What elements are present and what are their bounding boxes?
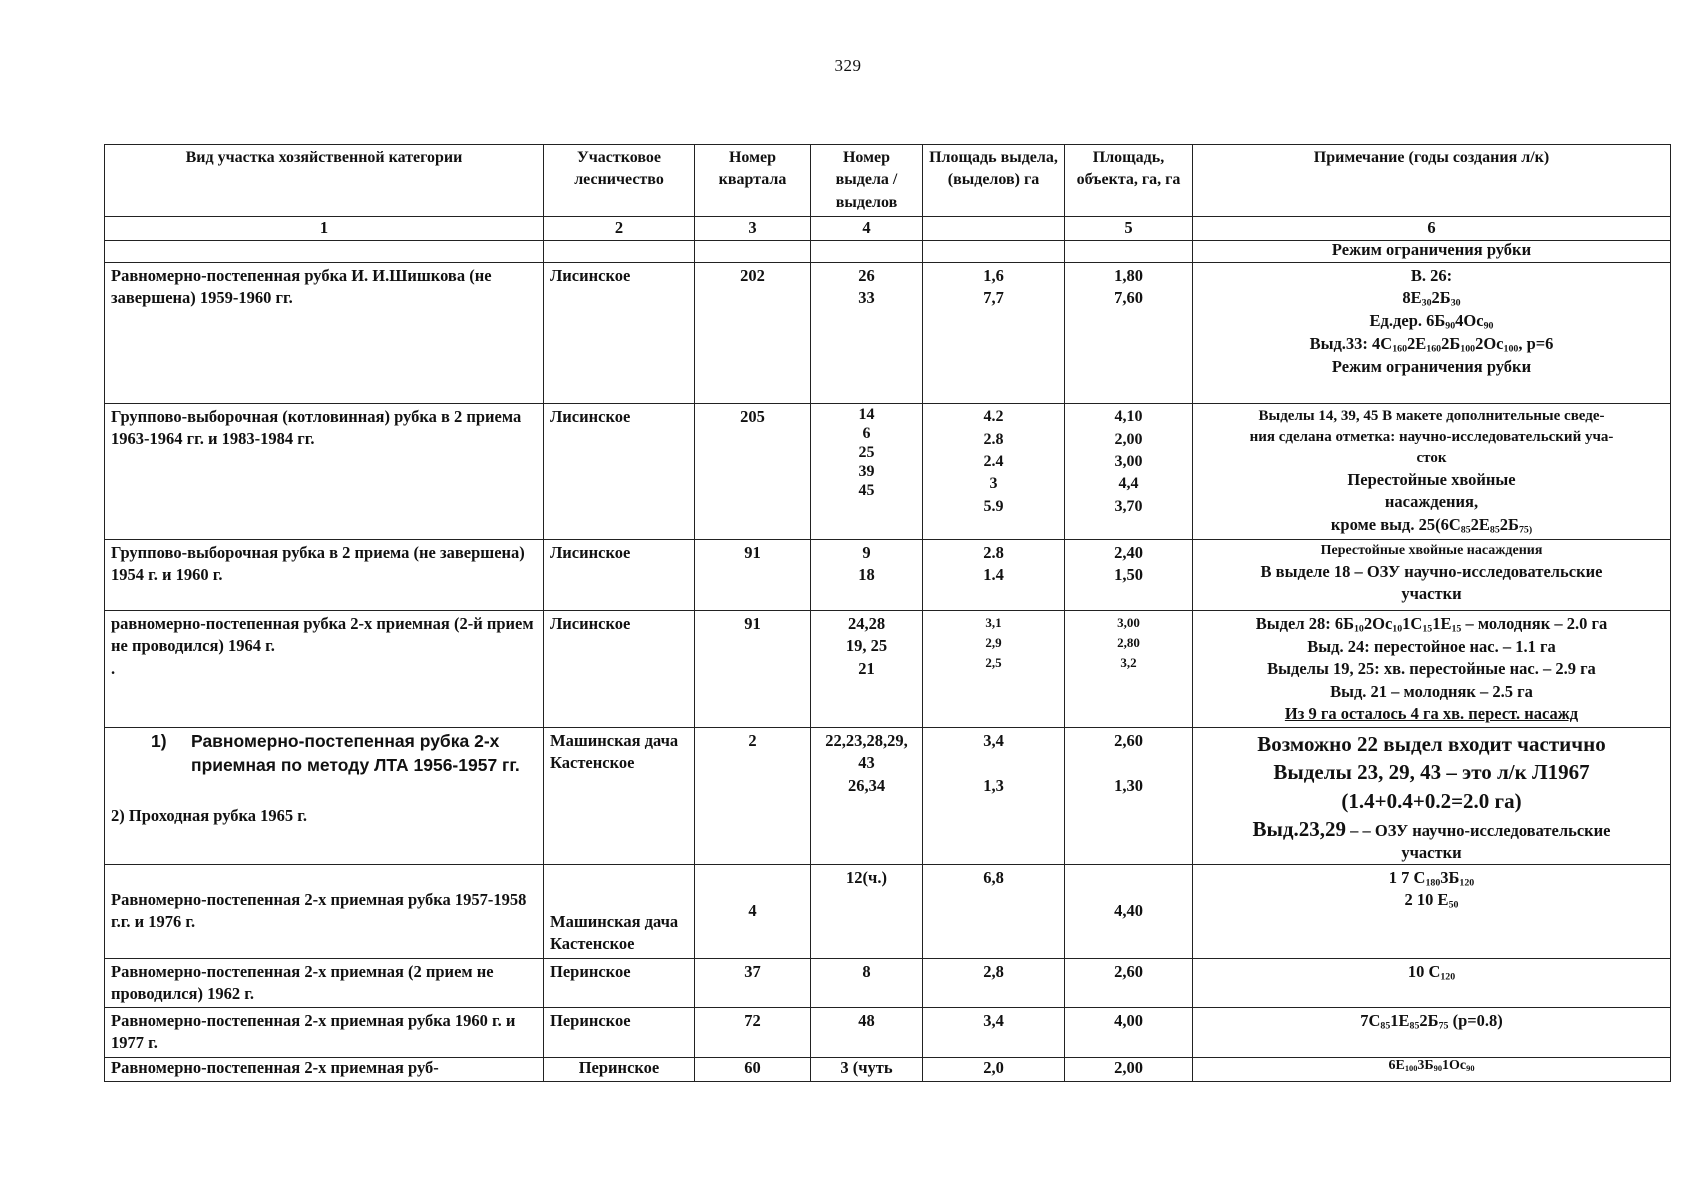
header-section: Номер выдела / выделов (811, 145, 923, 217)
table-row (105, 263, 1671, 404)
note (1193, 864, 1671, 958)
forestry: Лисинское (544, 263, 695, 404)
column-number: 4 (811, 217, 923, 241)
note (1193, 728, 1671, 865)
plot-type (105, 728, 544, 865)
plot-type: Группово-выборочная рубка в 2 приема (не завершена) 1954 г. и 1960 г. (105, 540, 544, 611)
section-area: 2,0 (923, 1057, 1065, 1081)
note-line: Выд. 24: перестойное нас. – 1.1 га (1307, 636, 1556, 656)
section-area: 3,4 1,3 (923, 728, 1065, 865)
quarter-number: 205 (695, 404, 811, 540)
quarter-number: 60 (695, 1057, 811, 1081)
note (1193, 1057, 1671, 1081)
forestry: Лисинское (544, 404, 695, 540)
object-area: 4,00 (1065, 1008, 1193, 1058)
plot-type: Равномерно-постепенная 2-х приемная руб- (105, 1057, 544, 1081)
section-area: 1,6 7,7 (923, 263, 1065, 404)
object-area: 4,10 2,00 3,00 4,4 3,70 (1065, 404, 1193, 540)
note-line: В выделе 18 – ОЗУ научно-исследовательские (1260, 562, 1603, 582)
header-plot-type: Вид участка хозяйственной категории (105, 145, 544, 217)
note-line: Перестойные хвойные насаждения (1320, 543, 1543, 559)
quarter-number: 91 (695, 540, 811, 611)
object-area: 2,00 (1065, 1057, 1193, 1081)
quarter-number: 202 (695, 263, 811, 404)
note-line: Перестойные хвойные (1347, 470, 1516, 490)
object-area: 2,60 (1065, 958, 1193, 1008)
column-number: 1 (105, 217, 544, 241)
object-area: 1,80 7,60 (1065, 263, 1193, 404)
table-row (105, 611, 1671, 728)
quarter-number: 2 (695, 728, 811, 865)
note (1193, 540, 1671, 611)
object-area: 2,60 1,30 (1065, 728, 1193, 865)
section-numbers: 3 (чуть (811, 1057, 923, 1081)
note-line: Ед.дер. $6Б_{90}4Ос_{90}$ (1369, 311, 1494, 332)
section-numbers: 8 (811, 958, 923, 1008)
forestry: Машинская дача Кастенское (544, 728, 695, 865)
note-line: 1 7 $С_{180}3Б_{120}$ (1388, 867, 1475, 889)
plot-type: Равномерно-постепенная 2-х приемная рубка 1960 г. и 1977 г. (105, 1008, 544, 1058)
table-row (105, 864, 1671, 958)
quarter-number: 72 (695, 1008, 811, 1058)
forestry: Лисинское (544, 611, 695, 728)
column-number: 3 (695, 217, 811, 241)
object-area: 3,00 2,80 3,2 (1065, 611, 1193, 728)
section-numbers: 26 33 (811, 263, 923, 404)
note-line: Выделы 23, 29, 43 – это л/к Л1967 (1273, 760, 1590, 785)
note-line: Выделы 14, 39, 45 В макете дополнительные сведе- ния сделана отметка: научно-исследовательский уча- сток (1249, 408, 1614, 467)
section-numbers: 12(ч.) (811, 864, 923, 958)
section-area: 4.2 2.8 2.4 3 5.9 (923, 404, 1065, 540)
note-line: 10 $С_{120}$ (1407, 961, 1456, 983)
table-row (105, 540, 1671, 611)
note (1193, 404, 1671, 540)
plot-type: Группово-выборочная (котловинная) рубка в 2 приема 1963-1964 гг. и 1983-1984 гг. (105, 404, 544, 540)
header-note: Примечание (годы создания л/к) (1193, 145, 1671, 217)
pre-note: Режим ограничения рубки (1193, 241, 1671, 263)
note-line: Выд. 21 – молодняк – 2.5 га (1330, 681, 1533, 701)
quarter-number: 37 (695, 958, 811, 1008)
note-line: Выд.33: $4С_{160}2Е_{160}2Б_{100}2Ос_{100}$, р=6 (1309, 334, 1554, 355)
table-row (105, 404, 1671, 540)
note-line: Выдел 28: $6Б_{10}2Ос_{10}1С_{15}1Е_{15}$ – молодняк – 2.0 га (1255, 614, 1608, 635)
table-row (105, 728, 1671, 865)
plot-type: Равномерно-постепенная 2-х приемная рубка 1957-1958 г.г. и 1976 г. (105, 864, 544, 958)
column-number: 5 (1065, 217, 1193, 241)
stray-mark: . (111, 658, 116, 678)
section-numbers: 48 (811, 1008, 923, 1058)
note-line: Режим ограничения рубки (1331, 356, 1532, 376)
section-area: 6,8 (923, 864, 1065, 958)
header-section-area: Площадь выдела, (выделов) га (923, 145, 1065, 217)
column-number: 6 (1193, 217, 1671, 241)
list-number: 1) (151, 731, 167, 752)
forestry: Перинское (544, 958, 695, 1008)
note-line: $8Е_{30}2Б_{30}$ (1402, 288, 1461, 309)
header-quarter: Номер квартала (695, 145, 811, 217)
note (1193, 263, 1671, 404)
forest-plots-table (104, 144, 1671, 1082)
note-line: $6Е_{100}3Б_{90}1Ос_{90}$ (1388, 1057, 1475, 1073)
note (1193, 958, 1671, 1008)
section-area: 3,4 (923, 1008, 1065, 1058)
table-row (105, 958, 1671, 1008)
plot-type: Равномерно-постепенная 2-х приемная (2 прием не проводился) 1962 г. (105, 958, 544, 1008)
note-line: 2 10 $Е_{50}$ (1404, 890, 1459, 911)
note-line: участки (1401, 584, 1462, 604)
section-numbers: 9 18 (811, 540, 923, 611)
column-number (923, 217, 1065, 241)
header-forestry: Участковое лесничество (544, 145, 695, 217)
note-line: участки (1401, 842, 1462, 862)
quarter-number: 4 (695, 864, 811, 958)
note-line: Выд.23,29 – – ОЗУ научно-исследовательские (1252, 817, 1611, 842)
note-line: $7С_{85}1Е_{85}2Б_{75}$ (р=0.8) (1360, 1011, 1503, 1032)
pre-note-row (105, 241, 1671, 263)
forestry: Перинское (544, 1008, 695, 1058)
plot-type-line: Равномерно-постепенная рубка 2-х приемная по методу ЛТА 1956-1957 гг. (191, 731, 520, 775)
plot-type: Равномерно-постепенная рубка И. И.Шишкова (не завершена) 1959-1960 гг. (105, 263, 544, 404)
forestry: Перинское (544, 1057, 695, 1081)
section-area: 3,1 2,9 2,5 (923, 611, 1065, 728)
note-line: (1.4+0.4+0.2=2.0 га) (1341, 788, 1522, 813)
table-row (105, 1057, 1671, 1081)
note-line: кроме выд. $25(6С_{85}2Е_{85}2Б_{75)}$ (1330, 514, 1533, 536)
note-line: В. 26: (1410, 266, 1453, 286)
object-area: 4,40 (1065, 864, 1193, 958)
table-row (105, 1008, 1671, 1058)
plot-type-secondary: 2) Проходная рубка 1965 г. (111, 806, 308, 826)
quarter-number: 91 (695, 611, 811, 728)
table-header-row (105, 145, 1671, 217)
note-line: Из 9 га осталось 4 га хв. перест. насажд (1284, 703, 1579, 723)
section-numbers: 22,23,28,29, 43 26,34 (811, 728, 923, 865)
note (1193, 611, 1671, 728)
note (1193, 1008, 1671, 1058)
column-number-row (105, 217, 1671, 241)
section-area: 2.8 1.4 (923, 540, 1065, 611)
note-line: Выделы 19, 25: хв. перестойные нас. – 2.9 га (1267, 659, 1596, 679)
header-object-area: Площадь, объекта, га, га (1065, 145, 1193, 217)
column-number: 2 (544, 217, 695, 241)
object-area: 2,40 1,50 (1065, 540, 1193, 611)
plot-type: равномерно-постепенная рубка 2-х приемная (2-й прием не проводился) 1964 г. . (105, 611, 544, 728)
forestry: Машинская дача Кастенское (544, 864, 695, 958)
section-numbers: 24,28 19, 25 21 (811, 611, 923, 728)
note-line: насаждения, (1384, 492, 1479, 512)
section-area: 2,8 (923, 958, 1065, 1008)
note-line: Возможно 22 выдел входит частично (1257, 732, 1606, 757)
section-numbers: 14 6 25 39 45 (811, 404, 923, 540)
page-number: 329 (834, 56, 862, 75)
forestry: Лисинское (544, 540, 695, 611)
